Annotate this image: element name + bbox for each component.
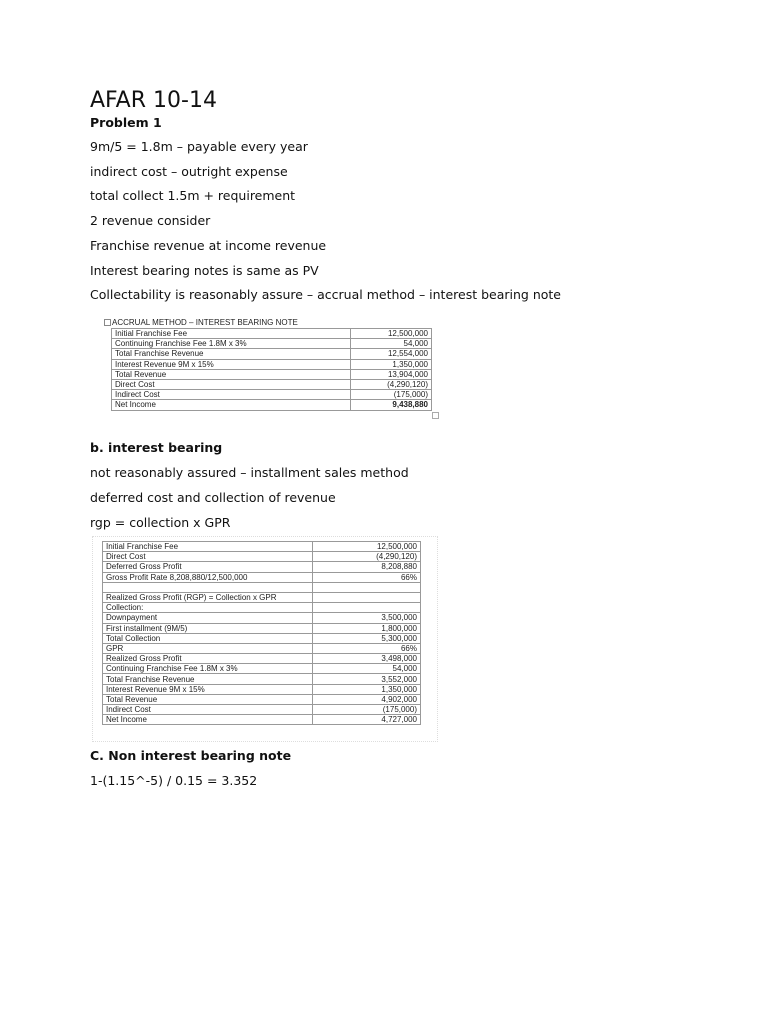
- table-cell-label: Indirect Cost: [112, 390, 351, 400]
- note-line: 9m/5 = 1.8m – payable every year: [90, 139, 308, 154]
- table-row: [112, 359, 432, 369]
- table-row: [112, 349, 432, 359]
- table-row: [103, 664, 421, 674]
- table-cell-value: 1,350,000: [312, 684, 420, 694]
- document-title: AFAR 10-14: [90, 88, 217, 113]
- table-cell-value: 66%: [312, 572, 420, 582]
- table-cell-value: 9,438,880: [351, 400, 432, 410]
- note-line: Interest bearing notes is same as PV: [90, 263, 319, 278]
- table-cell-label: Net Income: [103, 715, 313, 725]
- table-cell-value: 1,350,000: [351, 359, 432, 369]
- table-cell-label: Total Revenue: [112, 369, 351, 379]
- note-line: Franchise revenue at income revenue: [90, 238, 327, 253]
- table-cell-value: (4,290,120): [351, 379, 432, 389]
- table-cell-value: 3,500,000: [312, 613, 420, 623]
- table-row: [103, 715, 421, 725]
- table-cell-value: 3,552,000: [312, 674, 420, 684]
- table-cell-value: 4,902,000: [312, 694, 420, 704]
- table-cell-value: 4,727,000: [312, 715, 420, 725]
- table-cell-label: Collection:: [103, 603, 313, 613]
- accrual-method-table: [111, 328, 432, 411]
- table-row: [103, 694, 421, 704]
- table-cell-label: Total Franchise Revenue: [112, 349, 351, 359]
- table-cell-label: Total Collection: [103, 633, 313, 643]
- table-row: [103, 633, 421, 643]
- table-cell-label: Continuing Franchise Fee 1.8M x 3%: [103, 664, 313, 674]
- table-cell-label: GPR: [103, 643, 313, 653]
- note-line: indirect cost – outright expense: [90, 164, 288, 179]
- table-cell-label: Direct Cost: [112, 379, 351, 389]
- installment-method-table: [102, 541, 421, 725]
- table-cell-label: Realized Gross Profit (RGP) = Collection x GPR: [103, 592, 313, 602]
- table-cell-value: 12,500,000: [351, 329, 432, 339]
- table-cell-label: Initial Franchise Fee: [103, 542, 313, 552]
- table-cell-label: Indirect Cost: [103, 705, 313, 715]
- table-cell-label: Total Franchise Revenue: [103, 674, 313, 684]
- table-resize-handle-icon[interactable]: [432, 412, 439, 419]
- table-cell-value: [312, 582, 420, 592]
- table-row: [112, 400, 432, 410]
- table-cell-value: 12,554,000: [351, 349, 432, 359]
- table-row: [112, 329, 432, 339]
- table-row: [112, 339, 432, 349]
- table-cell-label: Interest Revenue 9M x 15%: [103, 684, 313, 694]
- table-cell-label: First installment (9M/5): [103, 623, 313, 633]
- table-cell-label: Direct Cost: [103, 552, 313, 562]
- table-row: [112, 369, 432, 379]
- note-line: not reasonably assured – installment sales method: [90, 465, 409, 480]
- note-line: deferred cost and collection of revenue: [90, 490, 336, 505]
- table-row: [103, 623, 421, 633]
- table-row: [112, 379, 432, 389]
- table-row: [103, 684, 421, 694]
- table-row: [103, 613, 421, 623]
- table-row: [103, 603, 421, 613]
- table-row: [103, 542, 421, 552]
- table-cell-label: Downpayment: [103, 613, 313, 623]
- table-row: [103, 705, 421, 715]
- table-cell-value: [312, 592, 420, 602]
- table-row: [103, 552, 421, 562]
- table-cell-value: 13,904,000: [351, 369, 432, 379]
- note-line: 2 revenue consider: [90, 213, 211, 228]
- note-line: rgp = collection x GPR: [90, 515, 231, 530]
- table-row: [103, 654, 421, 664]
- table-cell-label: Interest Revenue 9M x 15%: [112, 359, 351, 369]
- table-cell-value: 5,300,000: [312, 633, 420, 643]
- table-row: [103, 562, 421, 572]
- table-cell-label: Realized Gross Profit: [103, 654, 313, 664]
- table-cell-label: Total Revenue: [103, 694, 313, 704]
- table-row: [103, 592, 421, 602]
- note-line: Collectability is reasonably assure – accrual method – interest bearing note: [90, 287, 561, 302]
- table-cell-value: (4,290,120): [312, 552, 420, 562]
- table-cell-value: (175,000): [312, 705, 420, 715]
- table-row: [103, 572, 421, 582]
- table-cell-value: 1,800,000: [312, 623, 420, 633]
- table-cell-label: Initial Franchise Fee: [112, 329, 351, 339]
- table-cell-value: 12,500,000: [312, 542, 420, 552]
- table-row: [112, 390, 432, 400]
- table-cell-value: 8,208,880: [312, 562, 420, 572]
- section-c-heading: C. Non interest bearing note: [90, 748, 292, 763]
- table1-caption: ACCRUAL METHOD – INTEREST BEARING NOTE: [112, 318, 298, 327]
- section-b-heading: b. interest bearing: [90, 440, 223, 455]
- table-cell-label: [103, 582, 313, 592]
- note-line: total collect 1.5m + requirement: [90, 188, 296, 203]
- formula-line: 1-(1.15^-5) / 0.15 = 3.352: [90, 773, 258, 788]
- table-cell-label: Gross Profit Rate 8,208,880/12,500,000: [103, 572, 313, 582]
- table-cell-value: 54,000: [351, 339, 432, 349]
- table-move-handle-icon[interactable]: [104, 319, 111, 326]
- table-cell-value: (175,000): [351, 390, 432, 400]
- table-cell-label: Net Income: [112, 400, 351, 410]
- table-row: [103, 582, 421, 592]
- table-row: [103, 643, 421, 653]
- table-cell-label: Continuing Franchise Fee 1.8M x 3%: [112, 339, 351, 349]
- problem-heading: Problem 1: [90, 115, 162, 130]
- table-row: [103, 674, 421, 684]
- table-cell-label: Deferred Gross Profit: [103, 562, 313, 572]
- table-cell-value: [312, 603, 420, 613]
- table-cell-value: 54,000: [312, 664, 420, 674]
- table-cell-value: 3,498,000: [312, 654, 420, 664]
- table-cell-value: 66%: [312, 643, 420, 653]
